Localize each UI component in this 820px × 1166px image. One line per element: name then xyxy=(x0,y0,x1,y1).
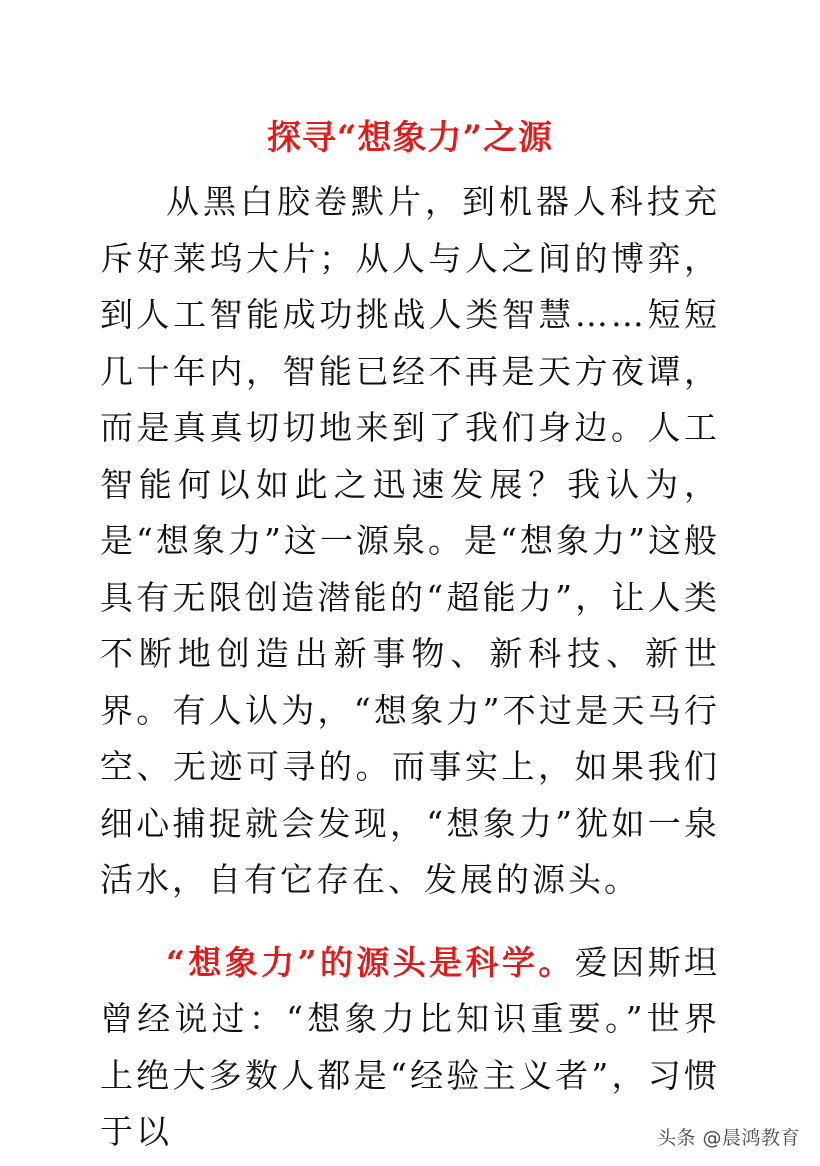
document-page xyxy=(100,110,720,1161)
paragraph-lead-heading: “想象力”的源头是科学。 xyxy=(166,942,575,982)
body-paragraph-1: 从黑白胶卷默片，到机器人科技充斥好莱坞大片；从人与人之间的博弈，到人工智能成功挑战人类智慧……短短几十年内，智能已经不再是天方夜谭，而是真真切切地来到了我们身边。人工智能何以如此之迅速发展？我认为，是“想象力”这一源泉。是“想象力”这般具有无限创造潜能的“超能力”，让人类不断地创造出新事物、新科技、新世界。有人认为，“想象力”不过是天马行空、无迹可寻的。而事实上，如果我们细心捕捉就会发现，“想象力”犹如一泉活水，自有它存在、发展的源头。 xyxy=(100,182,720,899)
watermark-text: 头条 @晨鸿教育 xyxy=(656,1127,800,1149)
document-title: 探寻“想象力”之源 xyxy=(266,118,554,158)
body-paragraph-2 xyxy=(100,935,720,1161)
paragraph-2-text: 爱因斯坦曾经说过：“想象力比知识重要。”世界上绝大多数人都是“经验主义者”，习惯于以 xyxy=(100,942,721,1151)
